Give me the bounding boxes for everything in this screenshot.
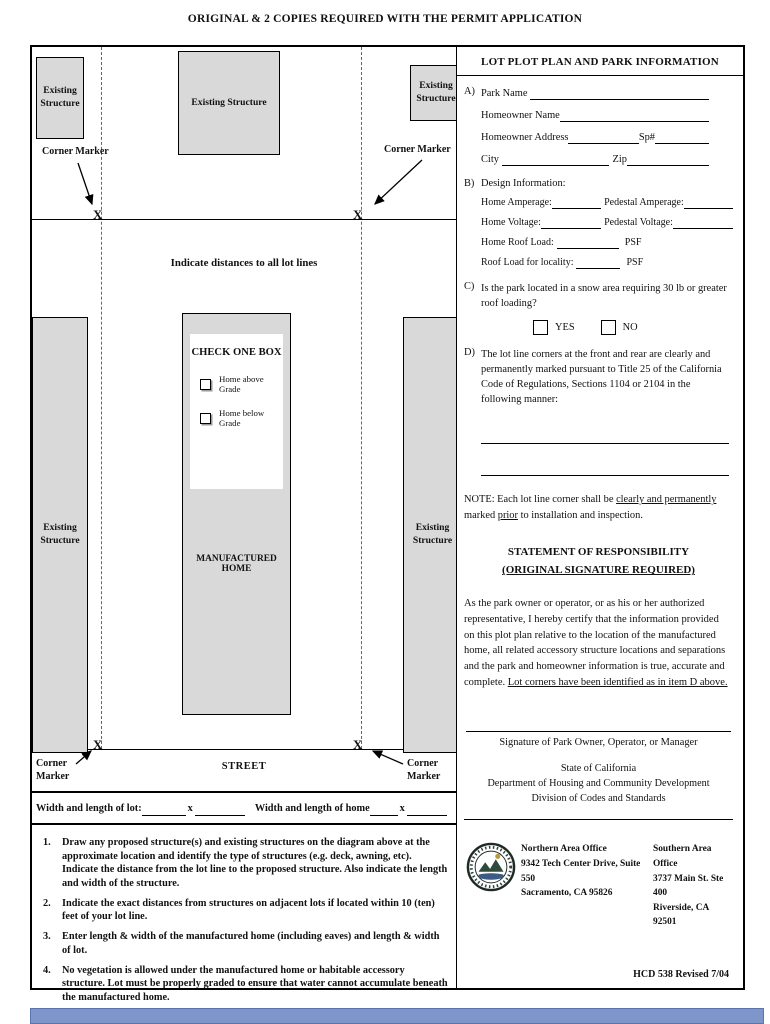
note-underlined-text: prior [497, 509, 518, 521]
home-above-grade-option[interactable] [190, 374, 283, 394]
note-text: to installation and inspection. [517, 509, 643, 521]
section-d-label: D) [464, 347, 475, 359]
x-separator: x [399, 802, 405, 814]
snow-area-answer-row [481, 320, 733, 335]
section-d [464, 347, 733, 476]
pedestal-voltage-label: Pedestal Voltage: [604, 217, 673, 228]
section-b [464, 178, 733, 275]
section-a [464, 86, 733, 174]
home-above-grade-label: Home above Grade [219, 374, 264, 394]
existing-structure-top-center [178, 51, 280, 155]
existing-structure-label: Existing Structure [416, 80, 456, 104]
instruction-text: Enter length & width of the manufactured home (including eaves) and length & width of lot. [62, 931, 440, 956]
home-amperage-field[interactable] [552, 195, 601, 209]
psf-label: PSF [624, 237, 642, 248]
section-c [464, 281, 733, 335]
zip-label: Zip [612, 153, 627, 165]
statement-body [464, 596, 733, 691]
southern-office-city: Riverside, CA 92501 [653, 902, 709, 928]
instruction-item [40, 964, 450, 1005]
instruction-text: Draw any proposed structure(s) and existing structures on the diagram above at the approximate location and identify the type of structures (e.g. deck, awning, etc). Indicate the distance from the lot line to the proposed structure. Also indicate the length and width of the structure. [62, 837, 448, 890]
signature-caption: Signature of Park Owner, Operator, or Manager [499, 736, 698, 748]
note-text: NOTE: Each lot line corner shall be [464, 494, 617, 506]
arrow-top-right [375, 160, 422, 204]
statement-subtitle: (ORIGINAL SIGNATURE REQUIRED) [502, 564, 695, 577]
section-b-label: B) [464, 178, 475, 189]
main-form-box [30, 45, 745, 1003]
instruction-text: No vegetation is allowed under the manufactured home or habitable accessory structure. Lot must be properly graded to ensure that water cannot accumulate beneath the manufactured home. [62, 964, 448, 1003]
city-label: City [481, 153, 499, 165]
department-name: Department of Housing and Community Development [487, 777, 710, 789]
lot-width-field[interactable] [142, 803, 186, 816]
existing-structure-left [32, 317, 88, 753]
home-voltage-field[interactable] [541, 215, 601, 229]
existing-structure-label: Existing Structure [191, 96, 267, 108]
instruction-text: Indicate the exact distances from structures on adjacent lots if located within 10 (ten) feet of your lot line. [62, 897, 435, 923]
form-number: HCD 538 Revised 7/04 [633, 969, 729, 980]
signature-line[interactable] [466, 731, 731, 732]
lot-dims-label: Width and length of lot: [36, 802, 142, 814]
roof-load-locality-label: Roof Load for locality: [481, 257, 574, 268]
note-text: marked [464, 509, 498, 521]
homeowner-address-label: Homeowner Address [481, 131, 569, 143]
statement-title: STATEMENT OF RESPONSIBILITY [507, 545, 690, 558]
offices-block [464, 820, 733, 929]
yes-label: YES [555, 322, 575, 334]
northern-office-city: Sacramento, CA 95826 [521, 888, 613, 899]
home-below-grade-option[interactable] [190, 408, 283, 428]
corner-word: Corner [36, 758, 68, 769]
northern-area-office [521, 842, 653, 900]
homeowner-name-field[interactable] [560, 108, 709, 122]
manufactured-home-box [182, 313, 291, 715]
lot-length-field[interactable] [195, 803, 245, 816]
corner-x-bottom-left: X [93, 737, 103, 752]
marker-word: Marker [36, 770, 70, 782]
agency-block [464, 761, 733, 807]
corner-marker-label-bottom-left [36, 758, 69, 783]
existing-structure-label: Existing Structure [40, 85, 80, 109]
pedestal-amperage-label: Pedestal Amperage: [604, 197, 684, 208]
instruction-number: 1. [43, 837, 51, 848]
instruction-number: 3. [43, 931, 51, 943]
no-label: NO [622, 322, 638, 334]
home-voltage-label: Home Voltage: [481, 217, 541, 228]
corner-marker-label-top-left: Corner Marker [42, 146, 109, 157]
section-a-label: A) [464, 86, 475, 97]
sp-label: Sp# [638, 131, 655, 143]
indicate-distances-label: Indicate distances to all lot lines [170, 257, 318, 269]
roof-load-locality-field[interactable] [576, 255, 620, 269]
existing-structure-top-left [36, 57, 84, 139]
plot-diagram-column [32, 47, 456, 1003]
northern-office-address: 9342 Tech Center Drive, Suite 550 [521, 858, 641, 884]
home-width-field[interactable] [370, 803, 398, 816]
homeowner-name-label: Homeowner Name [481, 109, 560, 121]
home-roof-load-label: Home Roof Load: [481, 237, 554, 248]
plot-diagram [32, 47, 456, 791]
pedestal-voltage-field[interactable] [673, 215, 733, 229]
statement-text: As the park owner or operator, or as his or her authorized representative, I hereby certify that the information provided on this plot plan relative to the location of the manufactured home, all related accessory structure locations and separations and the park and homeowner information is true, accurate and complete. [464, 598, 726, 688]
park-name-field[interactable] [530, 86, 709, 100]
instruction-item [40, 836, 450, 891]
home-dims-label: Width and length of home [254, 802, 370, 814]
x-separator: x [187, 802, 193, 814]
southern-area-office [653, 842, 731, 929]
statement-heading [464, 543, 733, 580]
existing-structure-top-right [410, 65, 456, 121]
corner-x-top-right: X [353, 207, 363, 222]
home-below-grade-checkbox[interactable] [200, 413, 211, 424]
panel-title: LOT PLOT PLAN AND PARK INFORMATION [457, 47, 743, 76]
no-checkbox[interactable] [601, 320, 616, 335]
division-name: Division of Codes and Standards [531, 793, 666, 805]
corner-marker-label-top-right: Corner Marker [384, 144, 451, 155]
southern-office-name: Southern Area Office [653, 844, 712, 869]
sp-field[interactable] [655, 130, 709, 144]
hcd-seal-icon [466, 842, 516, 892]
corner-marker-label-bottom-right [407, 758, 440, 783]
psf-label: PSF [626, 257, 644, 268]
homeowner-address-field[interactable] [568, 130, 638, 144]
form-header: ORIGINAL & 2 COPIES REQUIRED WITH THE PERMIT APPLICATION [187, 13, 583, 25]
home-above-grade-checkbox[interactable] [200, 379, 211, 390]
street-label: STREET [221, 761, 267, 772]
southern-office-address: 3737 Main St. Ste 400 [653, 873, 724, 899]
snow-area-question: Is the park located in a snow area requiring 30 lb or greater roof loading? [481, 283, 727, 310]
existing-structure-label: Existing Structure [40, 522, 80, 546]
city-field[interactable] [502, 152, 609, 166]
check-one-box-title: CHECK ONE BOX [191, 347, 282, 358]
corner-word: Corner [407, 758, 439, 769]
corner-x-top-left: X [93, 207, 103, 222]
existing-structure-right [403, 317, 456, 753]
home-amperage-label: Home Amperage: [481, 197, 552, 208]
home-length-field[interactable] [407, 803, 447, 816]
instruction-number: 2. [43, 897, 51, 909]
existing-structure-label: Existing Structure [412, 522, 453, 546]
northern-office-name: Northern Area Office [521, 844, 607, 855]
instruction-item [40, 897, 450, 924]
instruction-item [40, 930, 450, 957]
check-one-box-panel [190, 334, 283, 489]
lot-home-dimensions-row [32, 791, 456, 825]
state-of-california: State of California [560, 762, 637, 774]
section-c-label: C) [464, 281, 475, 292]
instructions-list [32, 825, 456, 1015]
pedestal-amperage-field[interactable] [684, 195, 733, 209]
yes-checkbox[interactable] [533, 320, 548, 335]
marker-word: Marker [407, 770, 441, 782]
manner-field-line-2[interactable] [481, 444, 729, 476]
home-roof-load-field[interactable] [557, 235, 619, 249]
bottom-scrollbar[interactable] [30, 1008, 764, 1024]
manufactured-home-label: MANUFACTURED HOME [196, 554, 277, 574]
design-information-heading: Design Information: [481, 178, 566, 189]
corner-x-bottom-right: X [353, 737, 363, 752]
zip-field[interactable] [627, 152, 709, 166]
arrow-top-left [78, 163, 92, 204]
manner-field-line-1[interactable] [481, 407, 729, 444]
note-paragraph [464, 492, 733, 522]
park-info-panel [456, 47, 743, 988]
panel-body [457, 76, 743, 988]
lot-line-dashed-right [361, 47, 362, 749]
home-below-grade-label: Home below Grade [219, 408, 265, 428]
instruction-number: 4. [43, 964, 51, 976]
park-name-label: Park Name [481, 87, 528, 99]
lot-corners-text: The lot line corners at the front and rear are clearly and permanently marked pursuant to Title 25 of the California Code of Regulations, Sections 1104 or 2104 in the following manner: [481, 349, 722, 406]
statement-underlined-text: Lot corners have been identified as in item D above. [507, 676, 728, 688]
note-underlined-text: clearly and permanently [616, 494, 717, 506]
